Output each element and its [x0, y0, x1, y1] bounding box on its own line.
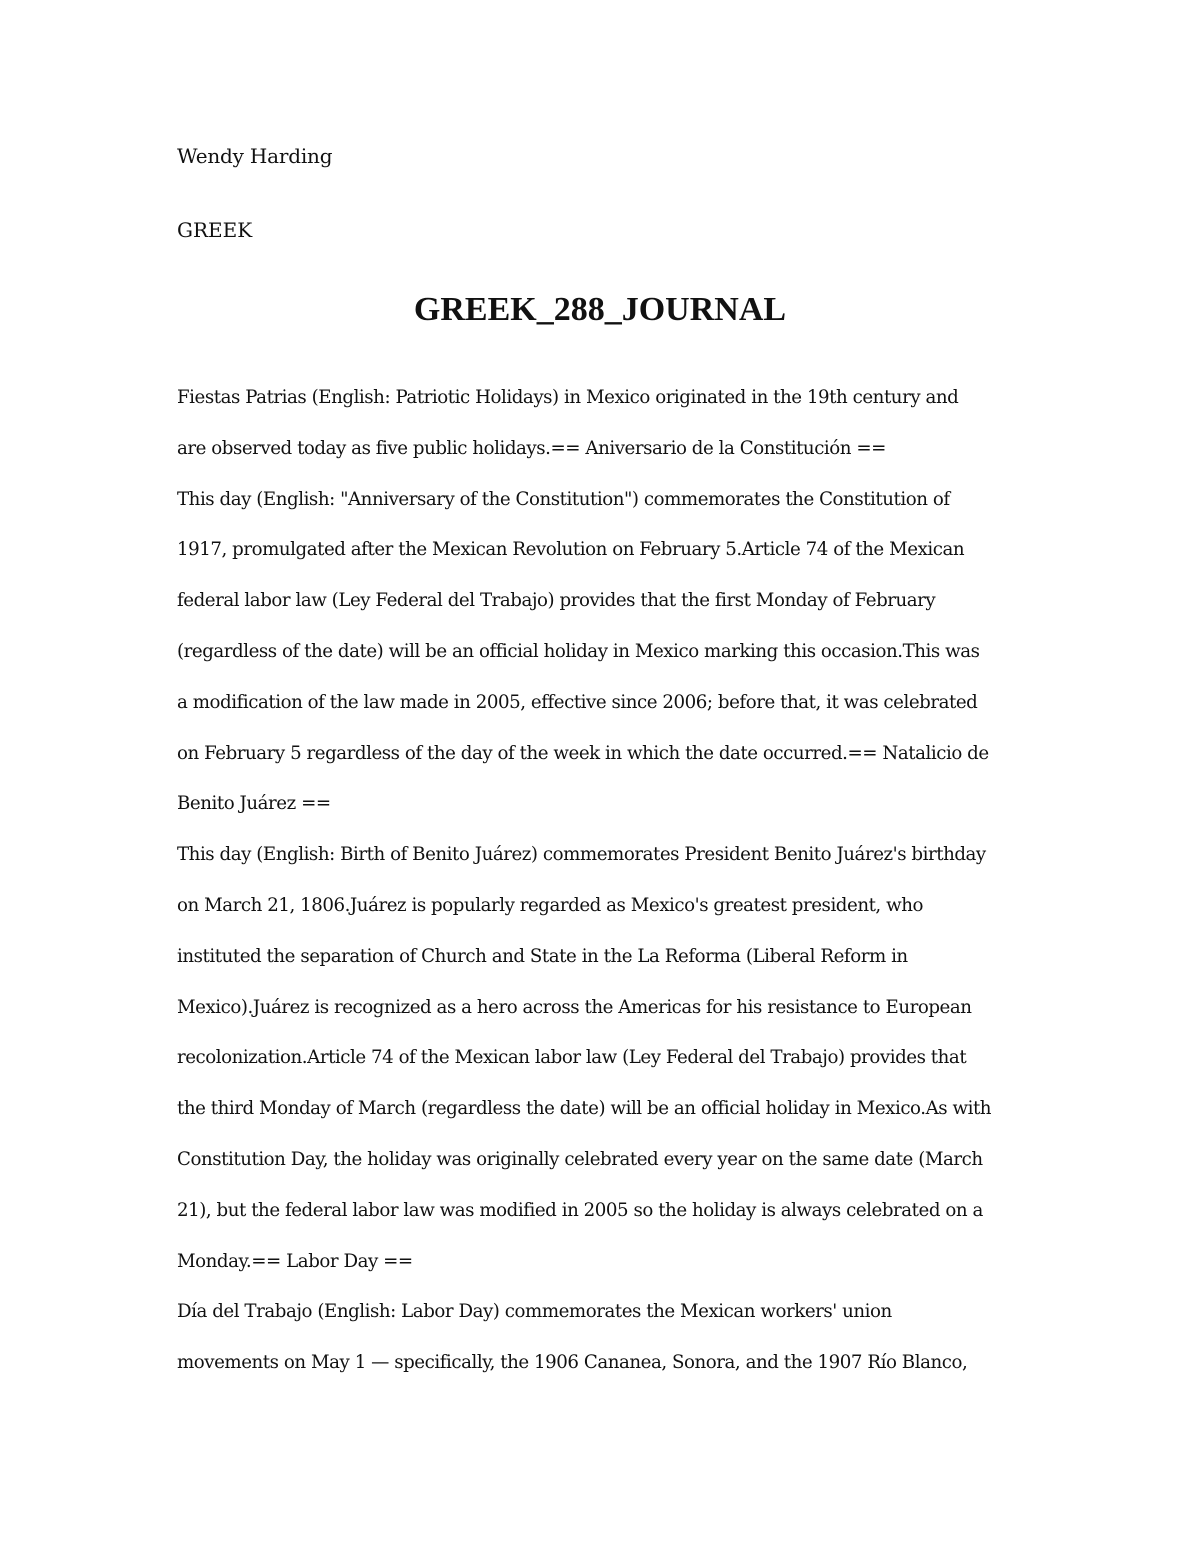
body-line: Fiestas Patrias (English: Patriotic Holidays) in Mexico originated in the 19th century and [177, 387, 959, 408]
body-line: are observed today as five public holidays.== Aniversario de la Constitución == [177, 437, 886, 459]
body-line: the third Monday of March (regardless the date) will be an official holiday in Mexico.As with [177, 1098, 992, 1120]
course-name: GREEK [177, 218, 253, 242]
body-line: Monday.== Labor Day == [177, 1250, 413, 1272]
body-line: recolonization.Article 74 of the Mexican labor law (Ley Federal del Trabajo) provides that [177, 1047, 967, 1069]
body-line: instituted the separation of Church and State in the La Reforma (Liberal Reform in [177, 945, 908, 967]
body-line: a modification of the law made in 2005, effective since 2006; before that, it was celebrated [177, 691, 978, 713]
body-line: This day (English: "Anniversary of the Constitution") commemorates the Constitution of [177, 488, 950, 510]
body-text [177, 384, 1037, 1400]
document-title: GREEK_288_JOURNAL [413, 291, 787, 328]
body-line: (regardless of the date) will be an official holiday in Mexico marking this occasion.This was [177, 640, 980, 662]
body-line: movements on May 1 — specifically, the 1906 Cananea, Sonora, and the 1907 Río Blanco, [177, 1352, 968, 1374]
author-name: Wendy Harding [177, 144, 333, 168]
body-line: on February 5 regardless of the day of the week in which the date occurred.== Natalicio de [177, 742, 989, 764]
body-line: Constitution Day, the holiday was originally celebrated every year on the same date (March [177, 1148, 983, 1170]
body-line: Mexico).Juárez is recognized as a hero across the Americas for his resistance to European [177, 996, 972, 1018]
body-line: Benito Juárez == [177, 793, 331, 815]
body-line: on March 21, 1806.Juárez is popularly regarded as Mexico's greatest president, who [177, 894, 923, 916]
body-line: federal labor law (Ley Federal del Trabajo) provides that the first Monday of February [177, 590, 936, 612]
body-line: Día del Trabajo (English: Labor Day) commemorates the Mexican workers' union [177, 1301, 892, 1323]
body-line: This day (English: Birth of Benito Juárez) commemorates President Benito Juárez's birthday [177, 844, 986, 866]
body-line: 1917, promulgated after the Mexican Revolution on February 5.Article 74 of the Mexican [177, 539, 965, 561]
body-line: 21), but the federal labor law was modified in 2005 so the holiday is always celebrated on a [177, 1199, 983, 1221]
